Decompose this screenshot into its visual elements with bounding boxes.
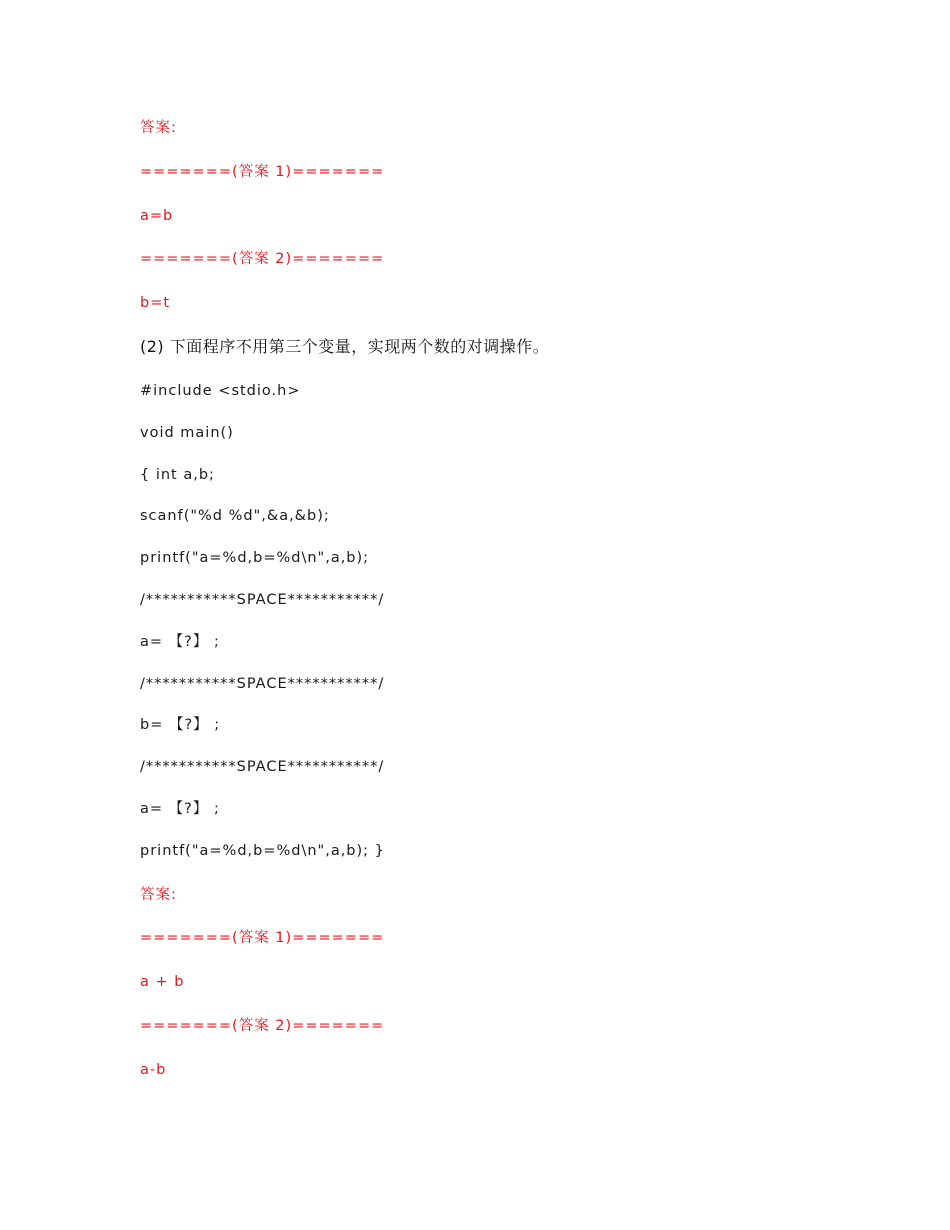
answer-separator-2: =======(答案 2)=======	[140, 1018, 385, 1034]
answer-2-text: a-b	[140, 1062, 167, 1078]
code-comment-space: /***********SPACE***********/	[140, 676, 385, 692]
code-blank-line: a= 【?】 ;	[140, 801, 220, 817]
answer-label: 答案:	[140, 887, 177, 903]
answer-2-text: b=t	[140, 295, 171, 311]
code-blank-line: b= 【?】 ;	[140, 717, 221, 733]
answer-separator-2: =======(答案 2)=======	[140, 251, 385, 267]
answer-1-text: a + b	[140, 974, 185, 990]
code-comment-space: /***********SPACE***********/	[140, 759, 385, 775]
code-line: scanf("%d %d",&a,&b);	[140, 508, 330, 524]
question-title: (2) 下面程序不用第三个变量，实现两个数的对调操作。	[140, 337, 550, 356]
code-comment-space: /***********SPACE***********/	[140, 592, 385, 608]
code-line: printf("a=%d,b=%d\n",a,b);	[140, 550, 370, 566]
answer-label: 答案:	[140, 120, 177, 136]
code-line: { int a,b;	[140, 467, 215, 483]
answer-1-text: a=b	[140, 208, 174, 224]
answer-separator-1: =======(答案 1)=======	[140, 930, 385, 946]
code-blank-line: a= 【?】 ;	[140, 634, 220, 650]
code-line: printf("a=%d,b=%d\n",a,b); }	[140, 843, 385, 859]
code-line: #include <stdio.h>	[140, 383, 301, 399]
answer-separator-1: =======(答案 1)=======	[140, 164, 385, 180]
code-line: void main()	[140, 425, 234, 441]
